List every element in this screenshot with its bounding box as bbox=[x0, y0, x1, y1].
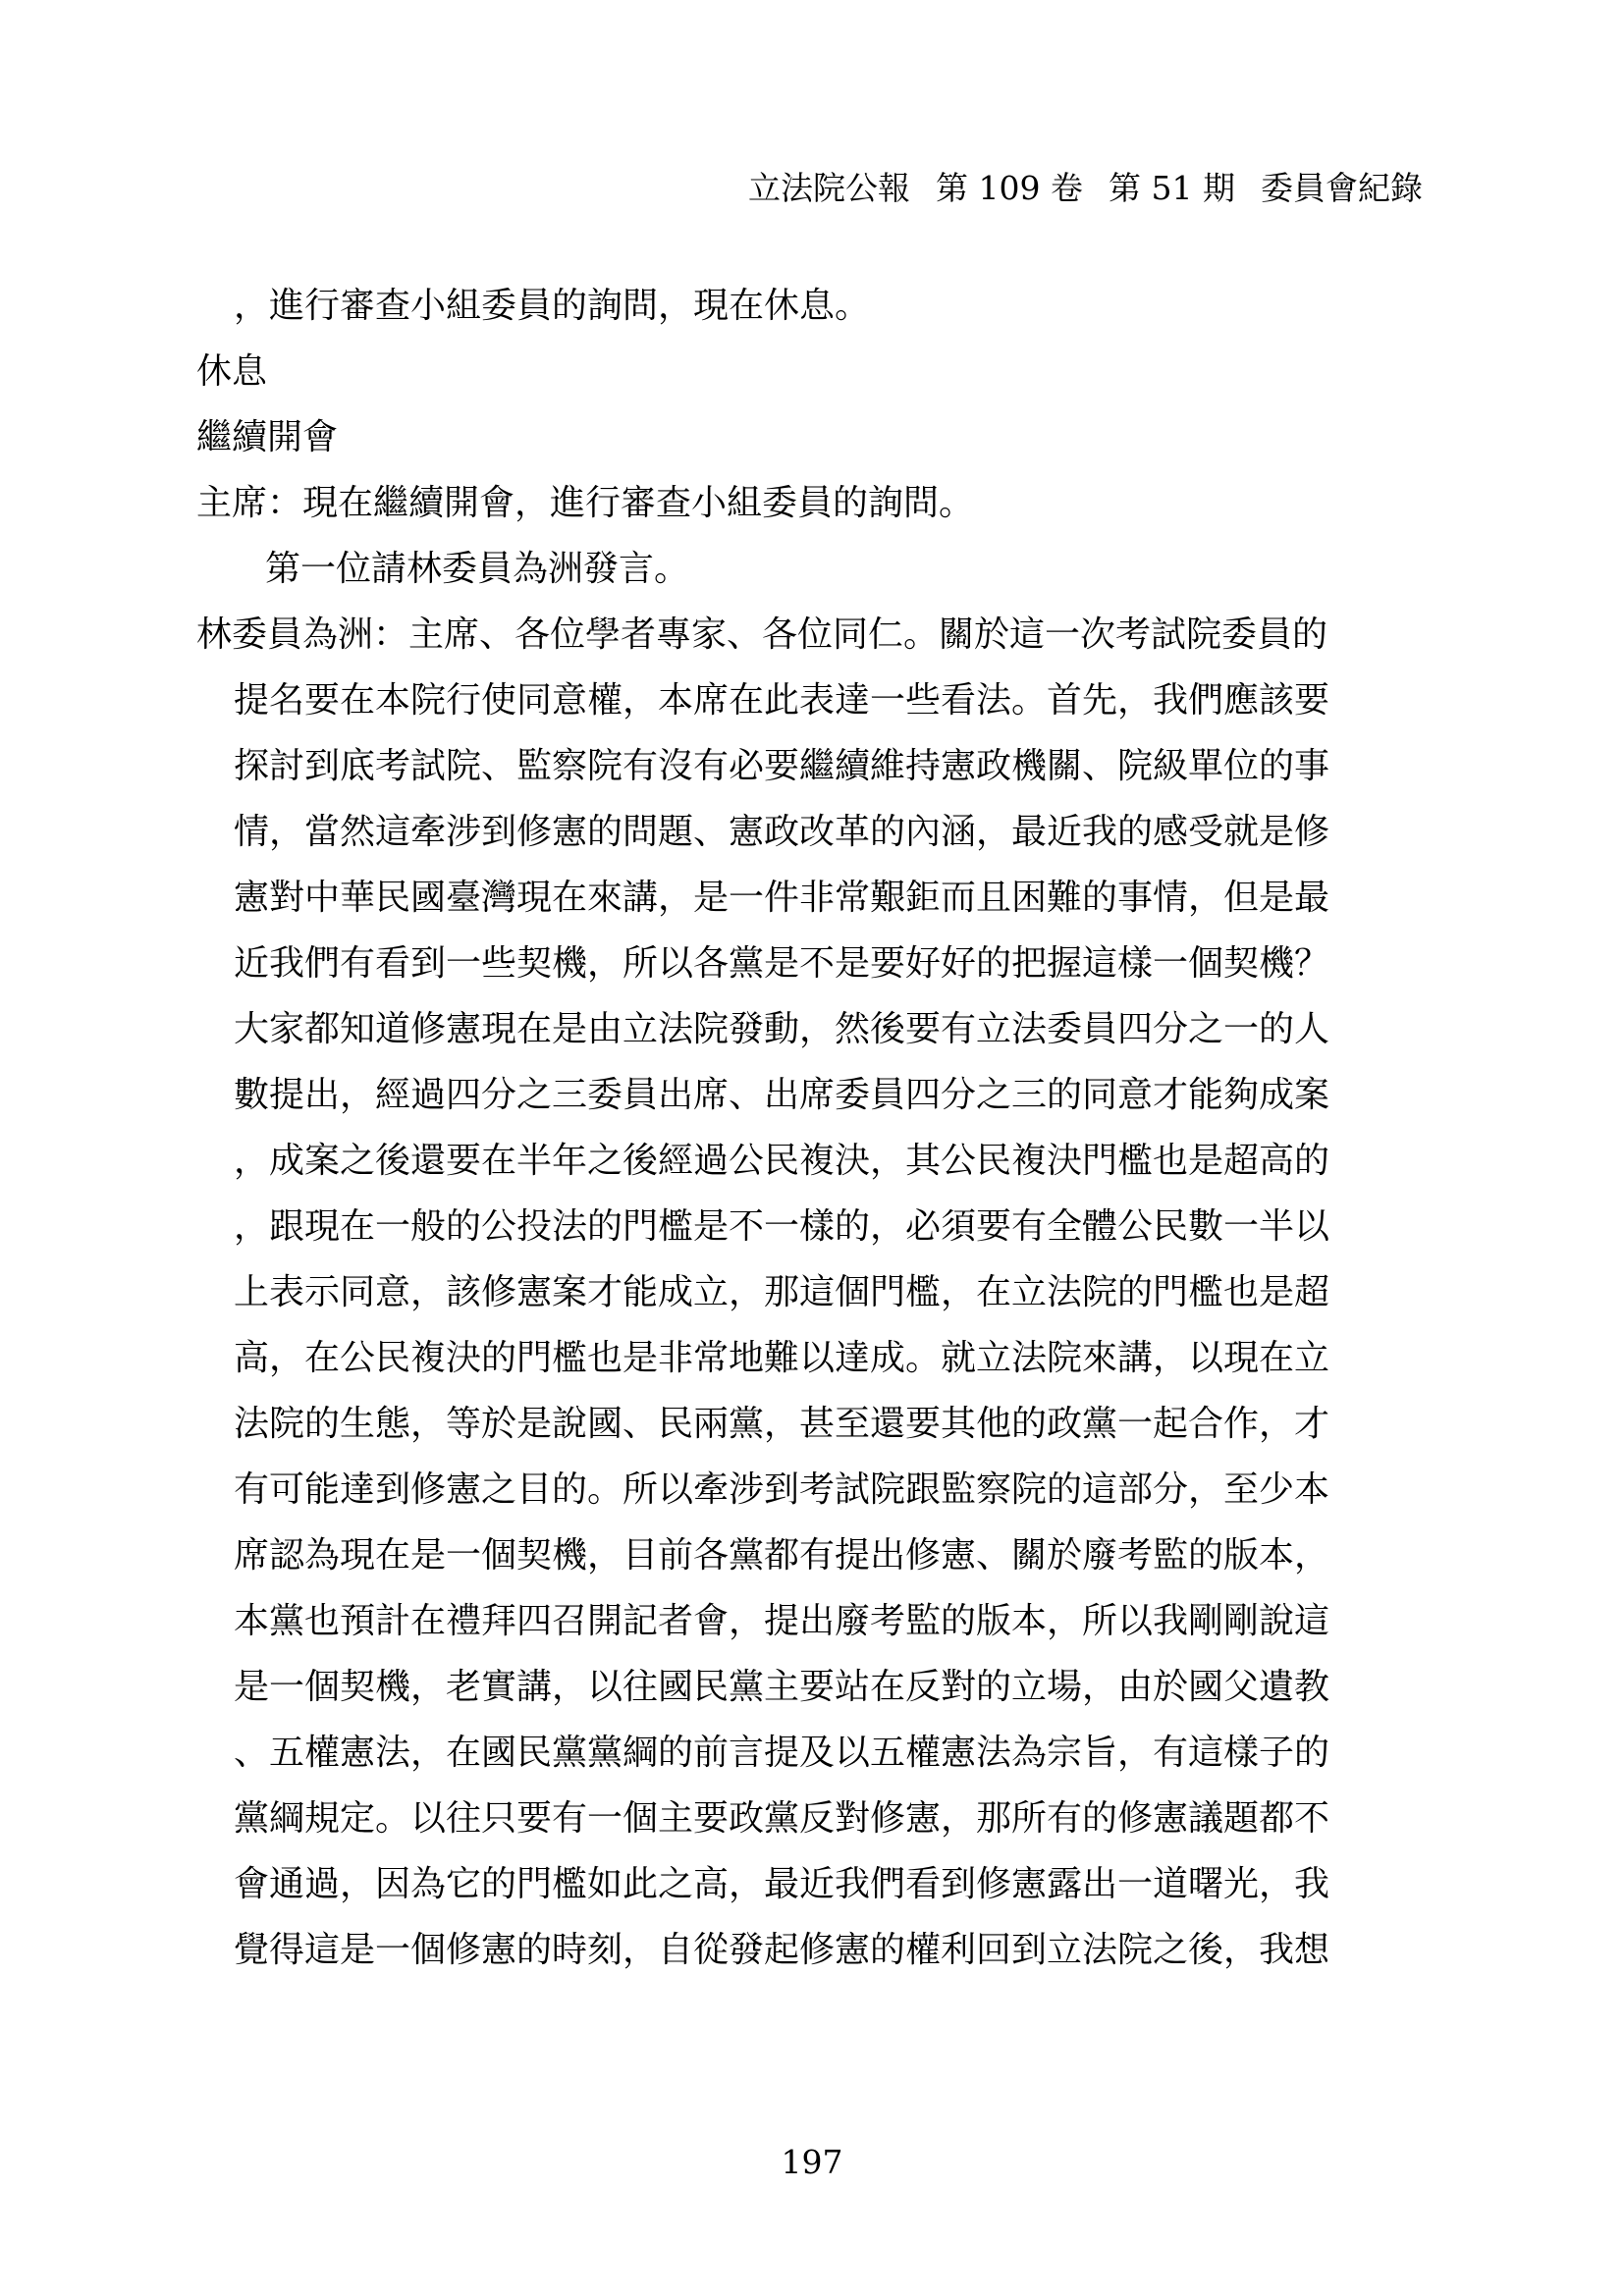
text-line: 近我們有看到一些契機，所以各黨是不是要好好的把握這樣一個契機？ bbox=[234, 943, 1330, 984]
header-volume: 第 109 卷 bbox=[936, 169, 1084, 207]
transcript-body bbox=[196, 273, 1424, 1983]
text-line: 高，在公民複決的門檻也是非常地難以達成。就立法院來講，以現在立 bbox=[234, 1338, 1330, 1378]
text-line: 黨綱規定。以往只要有一個主要政黨反對修憲，那所有的修憲議題都不 bbox=[234, 1798, 1330, 1839]
text-line: 休息 bbox=[196, 351, 268, 392]
text-line: 探討到底考試院、監察院有沒有必要繼續維持憲政機關、院級單位的事 bbox=[234, 746, 1330, 786]
text-line: ，進行審查小組委員的詢問，現在休息。 bbox=[234, 286, 871, 326]
header-section: 委員會紀錄 bbox=[1261, 169, 1423, 207]
header-issue: 第 51 期 bbox=[1109, 169, 1235, 207]
text-line: 有可能達到修憲之目的。所以牽涉到考試院跟監察院的這部分，至少本 bbox=[234, 1469, 1330, 1510]
page-number: 197 bbox=[781, 2143, 843, 2181]
text-line: ，成案之後還要在半年之後經過公民複決，其公民複決門檻也是超高的 bbox=[234, 1141, 1330, 1181]
text-line: ，跟現在一般的公投法的門檻是不一樣的，必須要有全體公民數一半以 bbox=[234, 1206, 1330, 1247]
text-line: 上表示同意，該修憲案才能成立，那這個門檻，在立法院的門檻也是超 bbox=[234, 1272, 1330, 1312]
header-publication: 立法院公報 bbox=[748, 169, 911, 207]
text-line: 大家都知道修憲現在是由立法院發動，然後要有立法委員四分之一的人 bbox=[234, 1009, 1330, 1049]
text-line: 繼續開會 bbox=[196, 417, 339, 457]
text-line: 會通過，因為它的門檻如此之高，最近我們看到修憲露出一道曙光，我 bbox=[234, 1864, 1330, 1904]
text-line: 主席：現在繼續開會，進行審查小組委員的詢問。 bbox=[196, 483, 975, 523]
text-line: 、五權憲法，在國民黨黨綱的前言提及以五權憲法為宗旨，有這樣子的 bbox=[234, 1733, 1330, 1773]
text-line: 憲對中華民國臺灣現在來講，是一件非常艱鉅而且困難的事情，但是最 bbox=[234, 878, 1330, 918]
text-line: 情，當然這牽涉到修憲的問題、憲政改革的內涵，最近我的感受就是修 bbox=[234, 812, 1330, 852]
page-header bbox=[748, 169, 1423, 208]
text-line: 席認為現在是一個契機，目前各黨都有提出修憲、關於廢考監的版本， bbox=[234, 1535, 1330, 1575]
text-line: 數提出，經過四分之三委員出席、出席委員四分之三的同意才能夠成案 bbox=[234, 1075, 1330, 1115]
text-line: 林委員為洲：主席、各位學者專家、各位同仁。關於這一次考試院委員的 bbox=[196, 614, 1328, 655]
text-line: 覺得這是一個修憲的時刻，自從發起修憲的權利回到立法院之後，我想 bbox=[234, 1930, 1330, 1970]
text-line: 第一位請林委員為洲發言。 bbox=[265, 549, 690, 589]
text-line: 本黨也預計在禮拜四召開記者會，提出廢考監的版本，所以我剛剛說這 bbox=[234, 1601, 1330, 1641]
text-line: 是一個契機，老實講，以往國民黨主要站在反對的立場，由於國父遺教 bbox=[234, 1667, 1330, 1707]
text-line: 提名要在本院行使同意權，本席在此表達一些看法。首先，我們應該要 bbox=[234, 680, 1330, 721]
text-line: 法院的生態，等於是說國、民兩黨，甚至還要其他的政黨一起合作，才 bbox=[234, 1404, 1330, 1444]
